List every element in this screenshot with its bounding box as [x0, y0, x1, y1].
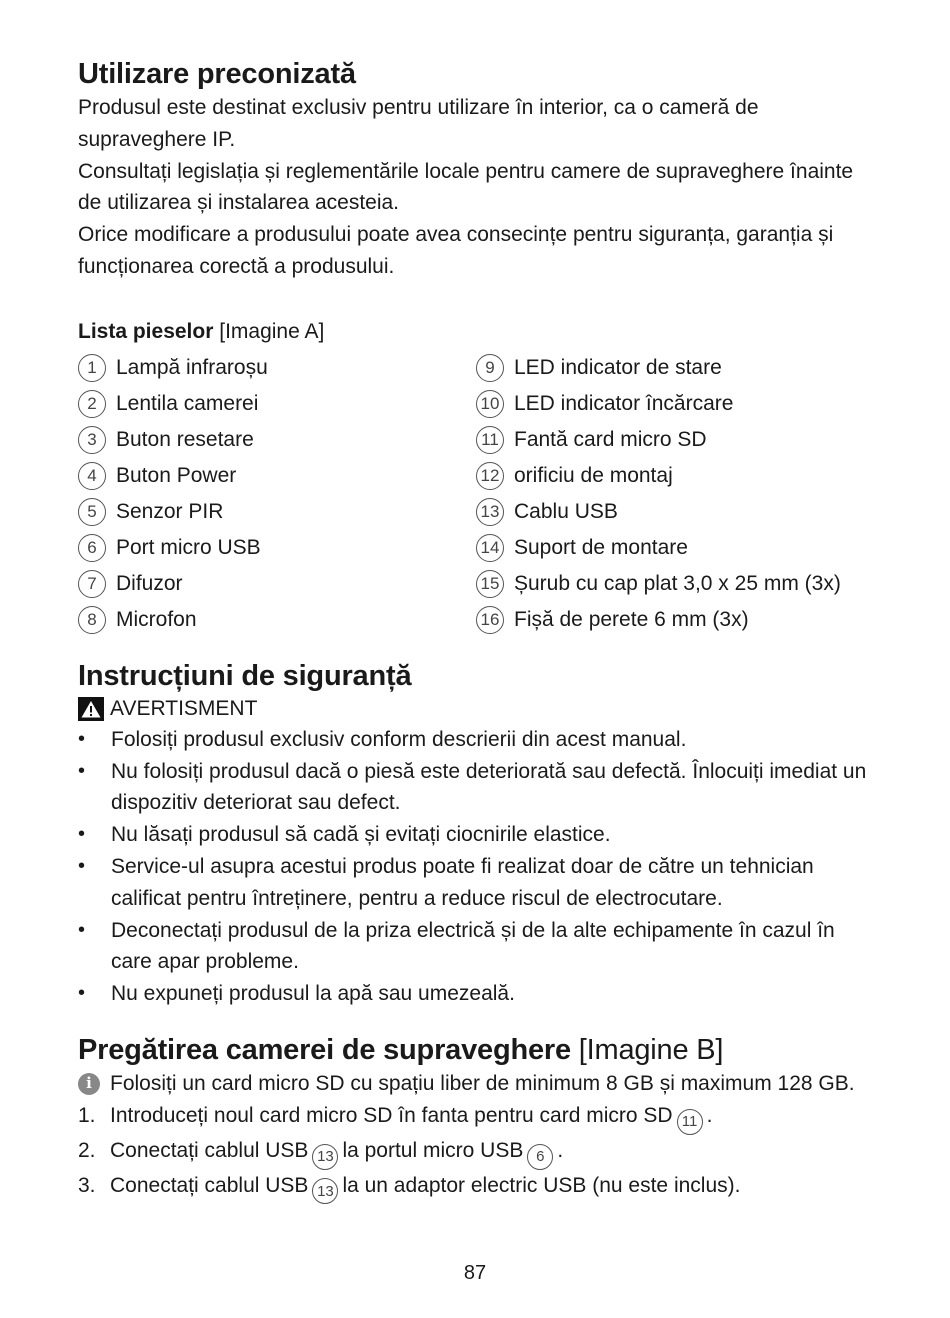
safety-bullet: • Nu expuneți produsul la apă sau umezeală. — [78, 978, 871, 1010]
part-label: Lentila camerei — [116, 391, 259, 415]
part-number-badge: 5 — [78, 498, 106, 526]
intended-use-section — [78, 56, 878, 283]
parts-list-section — [78, 317, 878, 638]
safety-bullet: • Deconectați produsul de la priza electrică și de la alte echipamente în cazul în care apar probleme. — [78, 915, 871, 979]
part-item — [476, 422, 874, 458]
safety-bullet-list — [78, 724, 878, 1010]
part-number-badge: 12 — [476, 462, 504, 490]
part-item — [476, 386, 874, 422]
part-number-badge: 1 — [78, 354, 106, 382]
part-label: Microfon — [116, 607, 197, 631]
part-item — [78, 602, 476, 638]
step-text — [110, 1135, 563, 1170]
step-item — [78, 1135, 878, 1170]
preparation-steps — [78, 1100, 878, 1205]
safety-bullet: • Service-ul asupra acestui produs poate fi realizat doar de către un tehnician calificat pentru întreținere, pentru a reduce riscul de electrocutare. — [78, 851, 871, 915]
warning-heading — [78, 694, 878, 724]
part-number-badge: 10 — [476, 390, 504, 418]
safety-bullet: • Nu folosiți produsul dacă o piesă este deteriorată sau defectă. Înlocuiți imediat un dispozitiv deteriorat sau defect. — [78, 756, 871, 820]
part-number-badge: 6 — [78, 534, 106, 562]
intended-use-paragraph: Orice modificare a produsului poate avea consecințe pentru siguranța, garanția și funcționarea corectă a produsului. — [78, 223, 834, 278]
part-item — [476, 458, 874, 494]
parts-column-right — [476, 350, 874, 638]
part-label: Port micro USB — [116, 535, 261, 559]
step-text-part: . — [557, 1138, 564, 1162]
warning-triangle-shape — [80, 699, 102, 719]
part-number-badge: 7 — [78, 570, 106, 598]
warning-triangle-icon — [78, 697, 104, 721]
part-number-badge: 16 — [476, 606, 504, 634]
step-text-part: . — [706, 1103, 713, 1127]
part-label: Șurub cu cap plat 3,0 x 25 mm (3x) — [514, 571, 841, 595]
intended-use-paragraph: Consultați legislația și reglementările locale pentru camere de supraveghere înainte de utilizarea și instalarea acesteia. — [78, 159, 854, 215]
part-item — [78, 494, 476, 530]
part-ref-badge: 11 — [677, 1109, 703, 1135]
part-item — [78, 566, 476, 602]
step-text — [110, 1170, 740, 1205]
parts-list — [78, 350, 878, 638]
part-number-badge: 9 — [476, 354, 504, 382]
preparation-section — [78, 1032, 878, 1204]
part-item — [78, 422, 476, 458]
part-label: Fantă card micro SD — [514, 427, 707, 451]
part-label: Difuzor — [116, 571, 183, 595]
part-label: Buton resetare — [116, 427, 254, 451]
part-number-badge: 3 — [78, 426, 106, 454]
parts-list-image-ref: [Imagine A] — [219, 319, 325, 343]
part-label: Suport de montare — [514, 535, 688, 559]
part-number-badge: 14 — [476, 534, 504, 562]
part-label: Senzor PIR — [116, 499, 224, 523]
part-label: Fișă de perete 6 mm (3x) — [514, 607, 749, 631]
part-item — [476, 530, 874, 566]
safety-bullet: • Nu lăsați produsul să cadă și evitați ciocnirile elastice. — [78, 819, 871, 851]
part-label: LED indicator încărcare — [514, 391, 734, 415]
part-item — [78, 458, 476, 494]
part-item — [78, 350, 476, 386]
warning-label: AVERTISMENT — [110, 696, 258, 720]
part-item — [78, 530, 476, 566]
part-number-badge: 13 — [476, 498, 504, 526]
part-number-badge: 2 — [78, 390, 106, 418]
part-number-badge: 15 — [476, 570, 504, 598]
intended-use-title: Utilizare preconizată — [78, 58, 356, 90]
info-icon: i — [78, 1073, 100, 1095]
info-note — [78, 1068, 878, 1100]
parts-list-title-bold: Lista pieselor — [78, 319, 214, 343]
step-text-part: Conectați cablul USB — [110, 1138, 309, 1162]
part-label: orificiu de montaj — [514, 463, 673, 487]
part-ref-badge: 6 — [527, 1144, 553, 1170]
parts-list-title — [78, 317, 878, 347]
safety-section — [78, 658, 878, 1010]
part-item — [78, 386, 476, 422]
intended-use-paragraph: Produsul este destinat exclusiv pentru utilizare în interior, ca o cameră de supraveghere IP. — [78, 96, 759, 151]
manual-page — [78, 56, 878, 1204]
part-item — [476, 602, 874, 638]
step-item — [78, 1100, 878, 1135]
part-number-badge: 11 — [476, 426, 504, 454]
info-note-text: Folosiți un card micro SD cu spațiu liber de minimum 8 GB și maximum 128 GB. — [110, 1071, 855, 1095]
step-text-part: la un adaptor electric USB (nu este inclus). — [342, 1173, 741, 1197]
page-number: 87 — [463, 1262, 487, 1284]
part-label: Lampă infraroșu — [116, 355, 268, 379]
part-ref-badge: 13 — [312, 1178, 338, 1204]
part-label: Buton Power — [116, 463, 237, 487]
safety-title: Instrucțiuni de siguranță — [78, 659, 412, 692]
parts-column-left — [78, 350, 476, 638]
step-text-part: Conectați cablul USB — [110, 1173, 309, 1197]
part-item — [476, 350, 874, 386]
step-number: 3. — [78, 1173, 96, 1197]
step-item — [78, 1170, 878, 1205]
part-label: LED indicator de stare — [514, 355, 722, 379]
part-label: Cablu USB — [514, 499, 618, 523]
step-text — [110, 1100, 712, 1135]
step-number: 2. — [78, 1138, 96, 1162]
part-number-badge: 4 — [78, 462, 106, 490]
part-number-badge: 8 — [78, 606, 106, 634]
step-number: 1. — [78, 1103, 96, 1127]
safety-bullet: • Folosiți produsul exclusiv conform descrierii din acest manual. — [78, 724, 871, 756]
part-item — [476, 566, 874, 602]
preparation-title — [78, 1032, 878, 1068]
part-item — [476, 494, 874, 530]
part-ref-badge: 13 — [312, 1144, 338, 1170]
step-text-part: Introduceți noul card micro SD în fanta pentru card micro SD — [110, 1103, 673, 1127]
preparation-image-ref: [Imagine B] — [578, 1033, 724, 1066]
preparation-title-text: Pregătirea camerei de supraveghere — [78, 1033, 571, 1066]
step-text-part: la portul micro USB — [342, 1138, 524, 1162]
